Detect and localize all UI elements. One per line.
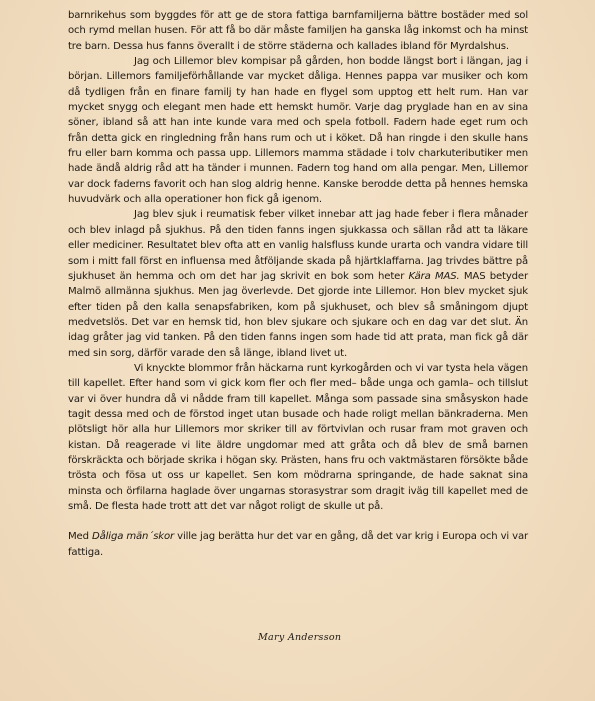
- book-title: Kära MAS.: [408, 270, 460, 282]
- closing-prefix: Med: [68, 531, 89, 543]
- paragraph-funeral: Vi knyckte blommor från häckarna runt kyrkogården och vi var tysta hela vägen till kapellet. Efter hand som vi gick kom fler och fler med– både unga och gamla– och tillslut var vi över hundra då vi nådde fram till kapellet. Många som passade sina småsyskon hade tagit dessa med och de förstod inget utan busade och hade roligt mellan bänkraderna. Men plötsligt hör alla hur Lillemors mor skriker till av förtvivlan och rusar fram mot graven och kistan. Då reagerade vi lite äldre ungdomar med att gråta och då blev de små barnen förskräckta och började skrika i högan sky. Prästen, hans fru och vaktmästaren försökte både trösta och fösa ut oss ur kapellet. Sen kom mödrarna springande, de hade saknat sina minsta och örfilarna haglade över ungarnas storasystrar som dragit iväg till kapellet med de små. De flesta hade trott att det var något roligt de skulle ut på.: [68, 362, 528, 512]
- paragraph-intro: barnrikehus som byggdes för att ge de stora fattiga barnfamiljerna bättre bostäder med sol och rymd mellan husen. För att få bo där måste familjen ha ganska låg inkomst och ha minst tre barn. Dessa hus fanns överallt i de större städerna och kallades ibland för Myrdalshus.: [68, 10, 528, 52]
- letter-body: [68, 8, 528, 560]
- paragraph-lillemor-family: Jag och Lillemor blev kompisar på gården, hon bodde längst bort i längan, jag i början. Lillemors familjeförhållande var mycket dåliga. Hennes pappa var musiker och kom då tydligen från en finare familj ty han hade en flygel som upptog ett helt rum. Han var mycket snygg och elegant men hade ett hemskt humör. Varje dag pryglade han en av sina söner, ibland så att han inte kunde vara med och spela fotboll. Fadern hade eget rum och från detta gick en ringledning från hans rum och ut i köket. Då han ringde i den skulle hans fru eller barn komma och passa upp. Lillemors mamma städade i tolv charkuteributiker men hade ändå aldrig råd att ha tänder i munnen. Fadern tog hand om alla pengar. Men, Lillemor var dock faderns favorit och han slog aldrig henne. Kanske berodde detta på hennes hemska huvudvärk och alla operationer hon fick gå igenom.: [68, 56, 528, 206]
- closing-text: ville jag berätta hur det var en gång, då det var krig i Europa och vi var fattiga.: [68, 531, 529, 558]
- paragraph-closing: [68, 529, 528, 560]
- paragraph-illness-continued: MAS betyder Malmö allmänna sjukhus. Men jag överlevde. Det gjorde inte Lillemor. Hon blev mycket sjuk efter tiden på den kalla senapsfabriken, kom på sjukhuset, och blev så småningom djupt medvetslös. Det var en hemsk tid, hon blev sjukare och sjukare och en dag var det slut. Än idag gråter jag vid tanken. På den tiden fanns ingen som hade tid att prata, man fick gå där med sin sorg, därför varade den så länge, ibland livet ut.: [68, 270, 528, 359]
- paragraph-illness-text: Jag blev sjuk i reumatisk feber vilket innebar att jag hade feber i flera månader och blev inlagd på sjukhus. På den tiden fanns ingen sjukkassa och sällan råd att ta läkare eller mediciner. Resultatet blev ofta att en vanlig halsfluss kunde urarta och vandra vidare till som i mitt fall först en influensa med åtföljande skada på hjärtklaffarna. Jag trivdes bättre på sjukhuset än hemma och om det har jag skrivit en bok som heter: [68, 209, 528, 282]
- signature: Mary Andersson: [258, 632, 342, 643]
- book-title-2: Dåliga män´skor: [91, 531, 175, 543]
- paragraph-gap: [68, 514, 528, 529]
- paragraph-illness: [68, 207, 528, 360]
